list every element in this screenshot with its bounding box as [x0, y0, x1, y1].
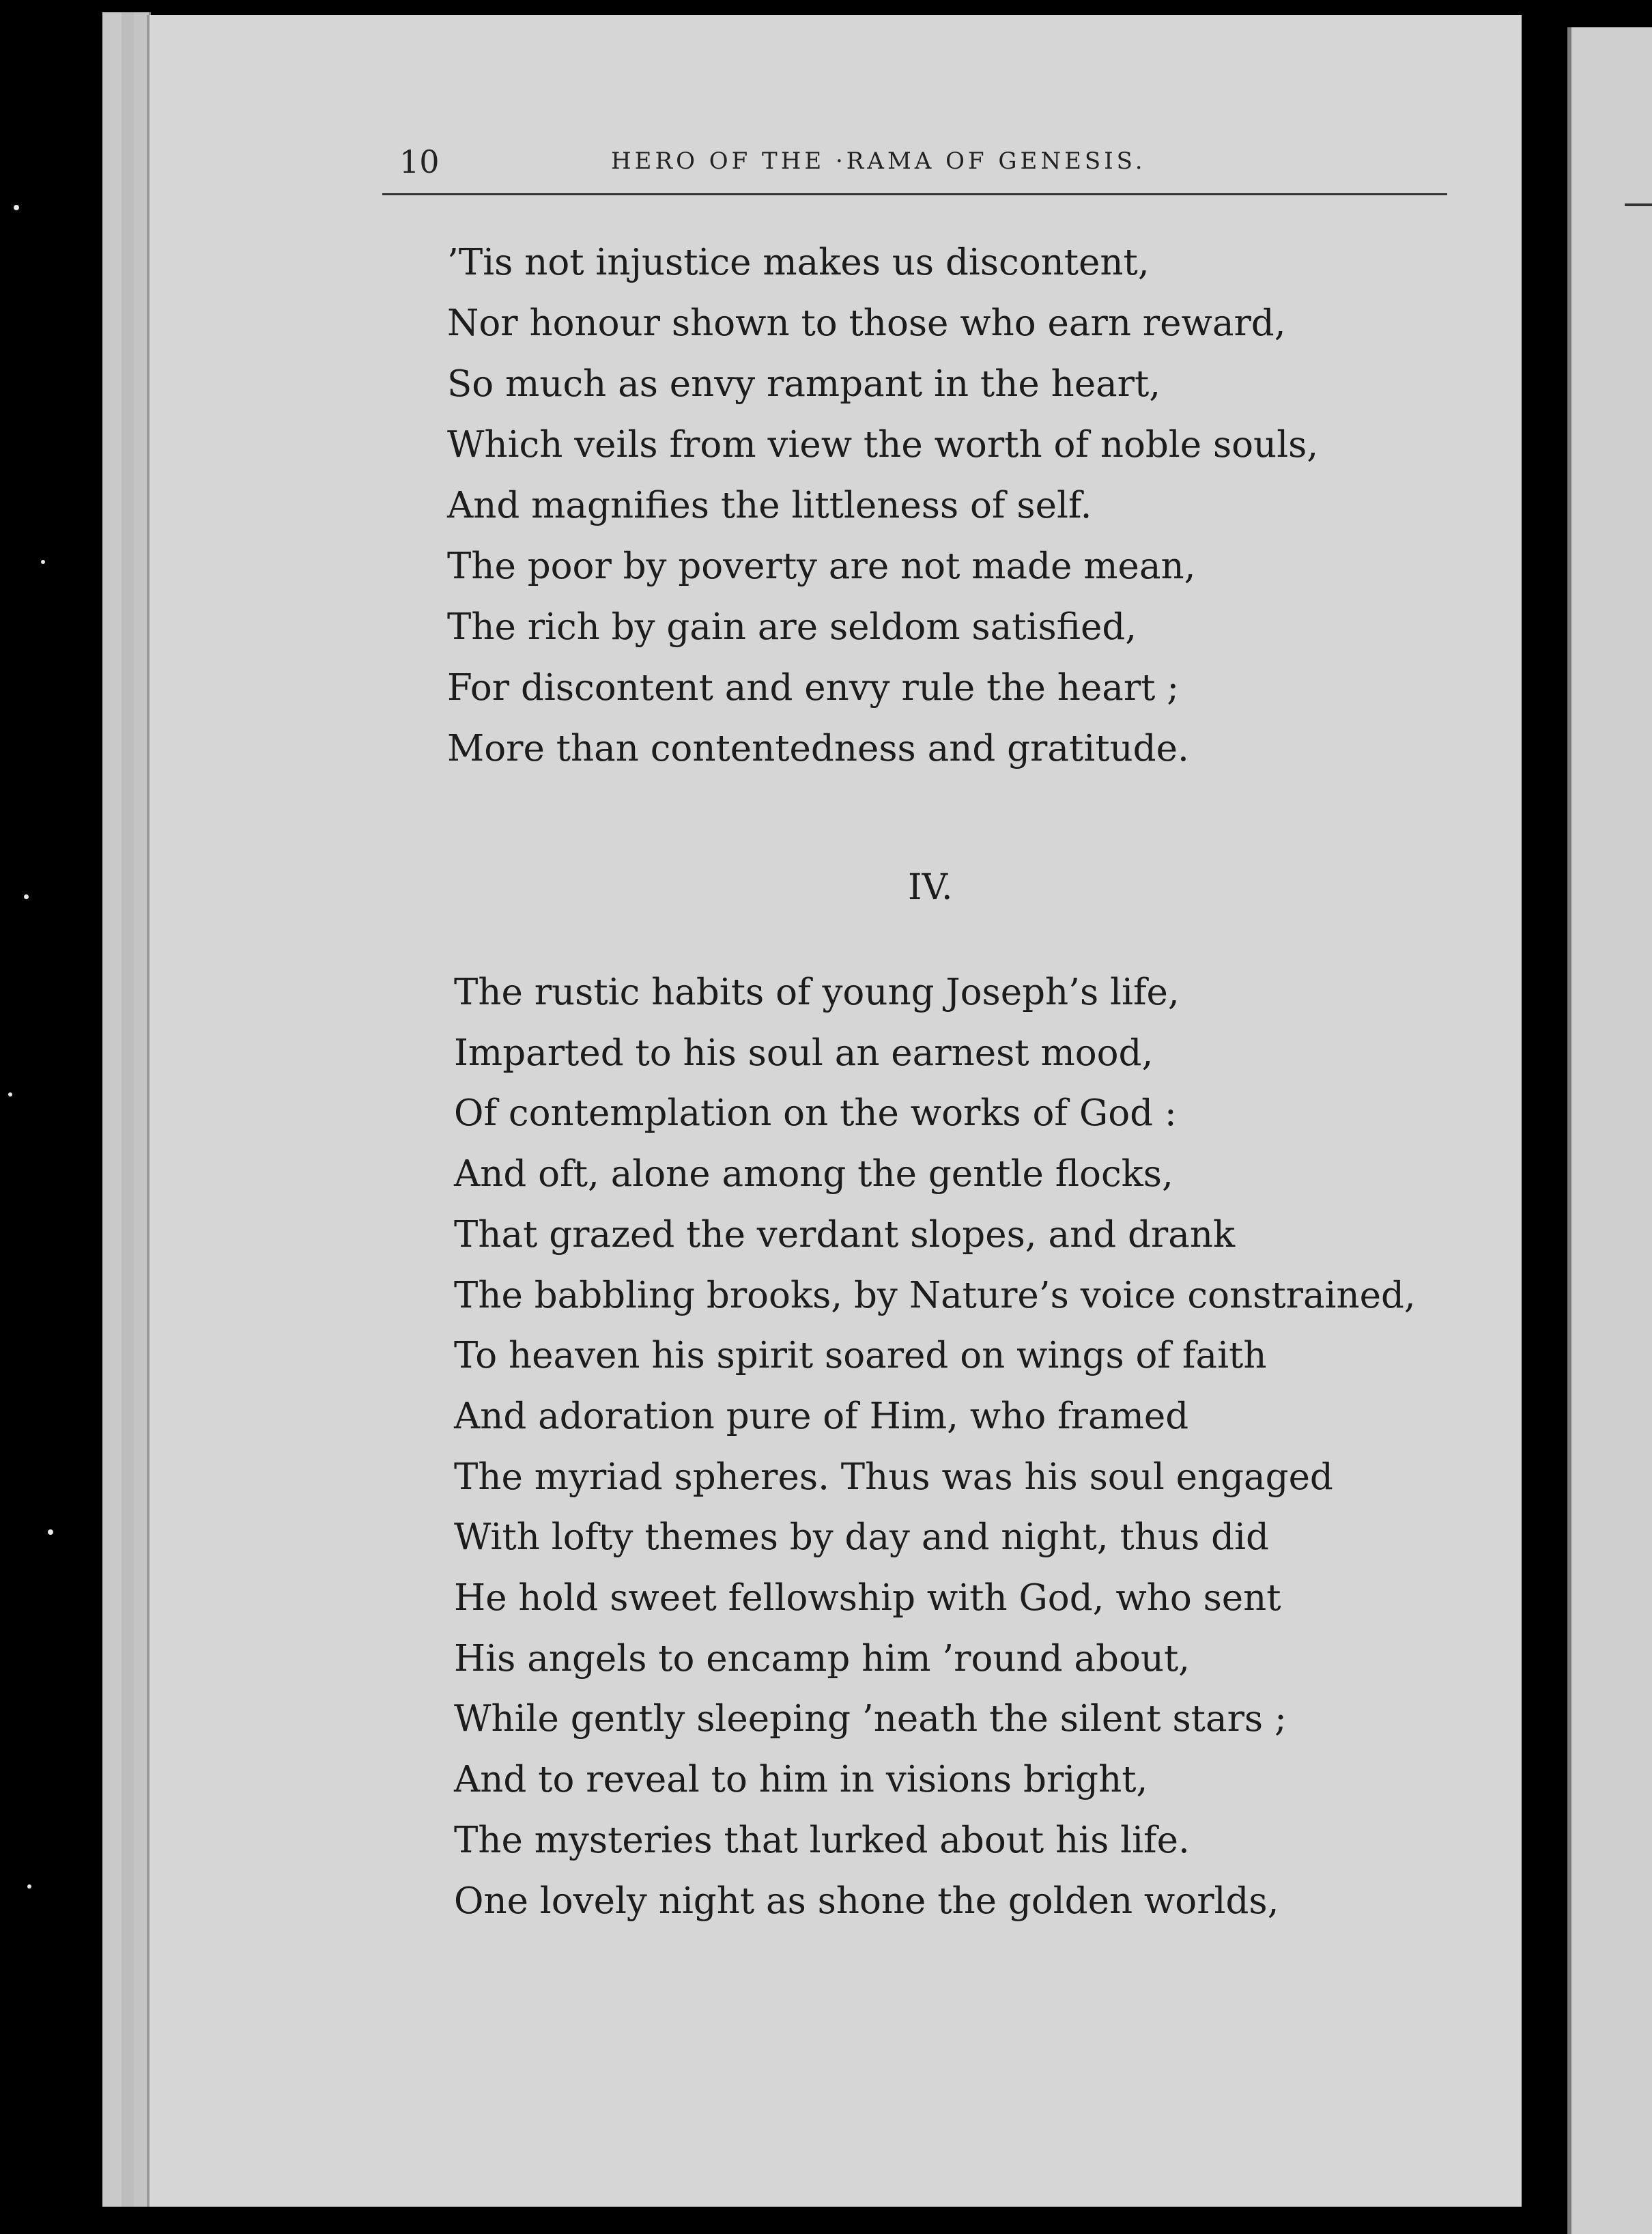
facing-page-rule — [1625, 203, 1652, 206]
verse-line: His angels to encamp him ’round about, — [454, 1637, 1191, 1680]
stanza-2 — [454, 963, 1416, 1932]
verse-line: And oft, alone among the gentle flocks, — [454, 1153, 1173, 1196]
scan-speck — [14, 205, 19, 210]
verse-line: And magnifies the littleness of self. — [447, 485, 1092, 526]
verse-line: The rich by gain are seldom satisfied, — [447, 606, 1137, 648]
verse-line: And to reveal to him in visions bright, — [454, 1759, 1148, 1801]
page-number: 10 — [399, 143, 440, 180]
scan-speck — [24, 894, 29, 899]
verse-line: The babbling brooks, by Nature’s voice constrained, — [454, 1274, 1416, 1316]
verse-line: The myriad spheres. Thus was his soul engaged — [454, 1456, 1333, 1498]
verse-line: To heaven his spirit soared on wings of faith — [454, 1335, 1267, 1377]
verse-line: He hold sweet fellowship with God, who sent — [454, 1577, 1281, 1620]
verse-line: The rustic habits of young Joseph’s life, — [454, 972, 1180, 1013]
verse-line: Imparted to his soul an earnest mood, — [454, 1032, 1154, 1074]
facing-page-edge — [1567, 27, 1652, 2234]
scan-speck — [48, 1529, 53, 1535]
verse-line: ’Tis not injustice makes us discontent, — [447, 242, 1150, 283]
verse-line: More than contentedness and gratitude. — [447, 728, 1189, 769]
verse-line: For discontent and envy rule the heart ; — [447, 667, 1180, 709]
header-rule — [382, 193, 1447, 195]
verse-line: With lofty themes by day and night, thus did — [454, 1516, 1269, 1559]
running-head: HERO OF THE ·RAMA OF GENESIS. — [611, 147, 1146, 175]
scan-speck — [41, 560, 45, 564]
verse-line: And adoration pure of Him, who framed — [454, 1395, 1189, 1437]
verse-line: One lovely night as shone the golden worlds, — [454, 1880, 1279, 1922]
verse-line: That grazed the verdant slopes, and drank — [454, 1213, 1236, 1256]
verse-line: While gently sleeping ’neath the silent stars ; — [454, 1698, 1287, 1740]
stanza-1 — [447, 232, 1318, 779]
scan-speck — [27, 1884, 31, 1889]
verse-line: So much as envy rampant in the heart, — [447, 363, 1161, 405]
verse-line: The mysteries that lurked about his life. — [454, 1819, 1190, 1861]
verse-line: Which veils from view the worth of noble souls, — [447, 424, 1319, 466]
scan-speck — [8, 1092, 12, 1097]
verse-line: Nor honour shown to those who earn reward, — [447, 302, 1286, 344]
page-header — [399, 143, 1451, 184]
verse-line: Of contemplation on the works of God : — [454, 1092, 1177, 1135]
verse-line: The poor by poverty are not made mean, — [447, 546, 1196, 587]
section-number: IV. — [908, 867, 953, 908]
